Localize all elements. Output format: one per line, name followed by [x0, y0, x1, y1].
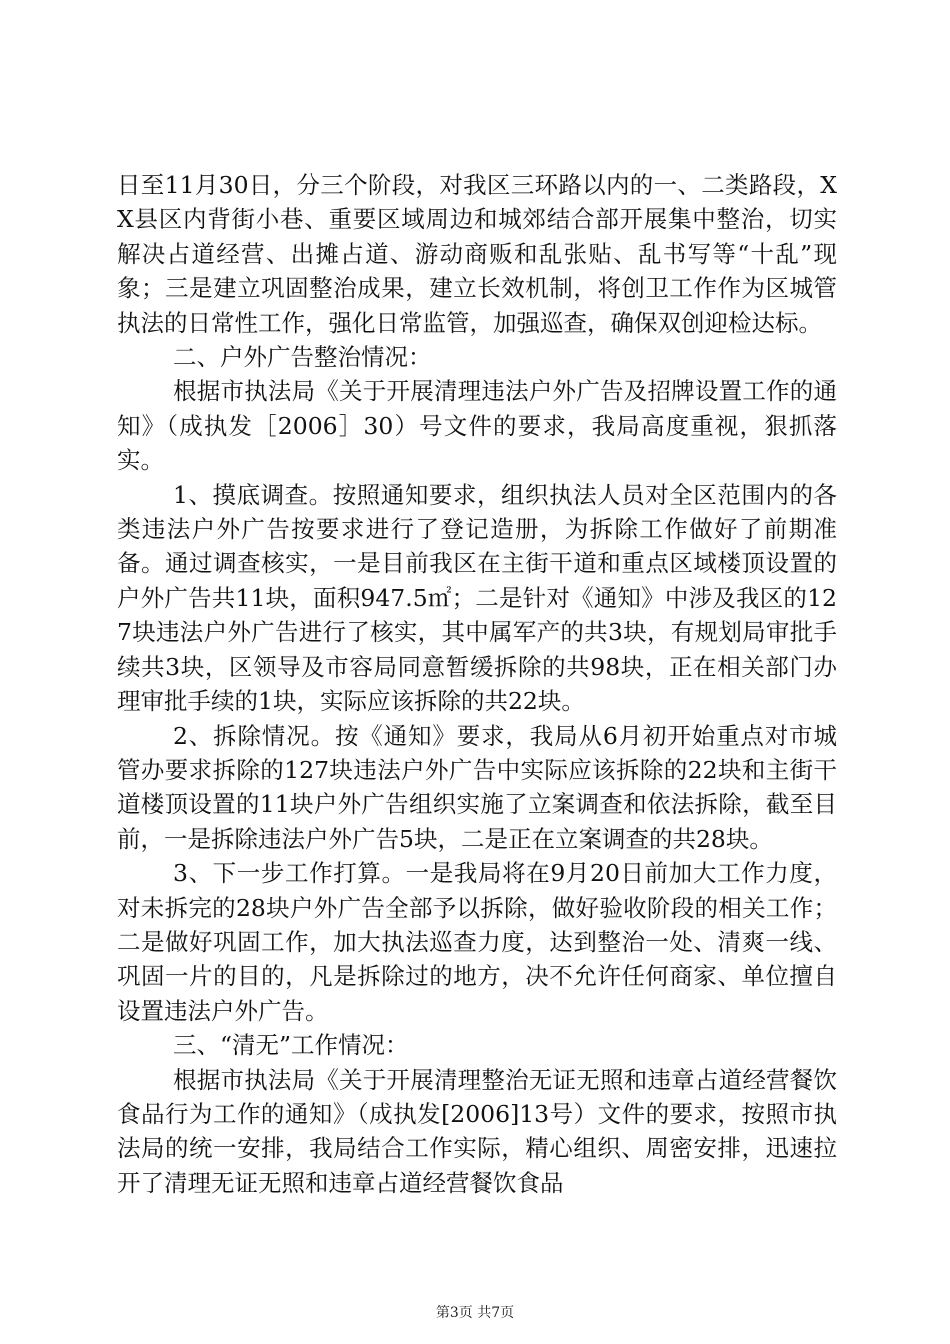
paragraph-4: 1、摸底调查。按照通知要求，组织执法人员对全区范围内的各类违法户外广告按要求进行了登记造册，为拆除工作做好了前期准备。通过调查核实，一是目前我区在主街干道和重点区域楼顶设置的户外广告共11块，面积947.5㎡；二是针对《通知》中涉及我区的127块违法户外广告进行了核实，其中属军产的共3块，有规划局审批手续共3块，区领导及市容局同意暂缓拆除的共98块，正在相关部门办理审批手续的1块，实际应该拆除的共22块。	[117, 480, 837, 716]
paragraph-1: 日至11月30日，分三个阶段，对我区三环路以内的一、二类路段，XX县区内背街小巷、重要区域周边和城郊结合部开展集中整治，切实解决占道经营、出摊占道、游动商贩和乱张贴、乱书写等“十乱”现象；三是建立巩固整治成果，建立长效机制，将创卫工作作为区城管执法的日常性工作，强化日常监管，加强巡查，确保双创迎检达标。	[117, 171, 837, 337]
paragraph-8: 根据市执法局《关于开展清理整治无证无照和违章占道经营餐饮食品行为工作的通知》（成执发[2006]13号）文件的要求，按照市执法局的统一安排，我局结合工作实际，精心组织、周密安排，迅速拉开了清理无证无照和违章占道经营餐饮食品	[117, 1065, 837, 1197]
document-body	[117, 168, 837, 1200]
paragraph-6: 3、下一步工作打算。一是我局将在9月20日前加大工作力度，对未拆完的28块户外广告全部予以拆除，做好验收阶段的相关工作；二是做好巩固工作，加大执法巡查力度，达到整治一处、清爽一线、巩固一片的目的，凡是拆除过的地方，决不允许任何商家、单位擅自设置违法户外广告。	[117, 859, 837, 1025]
section-heading-2: 二、户外广告整治情况：	[173, 343, 432, 372]
paragraph-3: 根据市执法局《关于开展清理违法户外广告及招牌设置工作的通知》（成执发［2006］30）号文件的要求，我局高度重视，狠抓落实。	[117, 377, 837, 475]
section-heading-3: 三、“清无”工作情况：	[173, 1031, 409, 1060]
page-number: 第3页 共7页	[435, 1305, 515, 1321]
paragraph-5: 2、拆除情况。按《通知》要求，我局从6月初开始重点对市城管办要求拆除的127块违法户外广告中实际应该拆除的22块和主街干道楼顶设置的11块户外广告组织实施了立案调查和依法拆除，截至目前，一是拆除违法户外广告5块，二是正在立案调查的共28块。	[117, 721, 837, 853]
